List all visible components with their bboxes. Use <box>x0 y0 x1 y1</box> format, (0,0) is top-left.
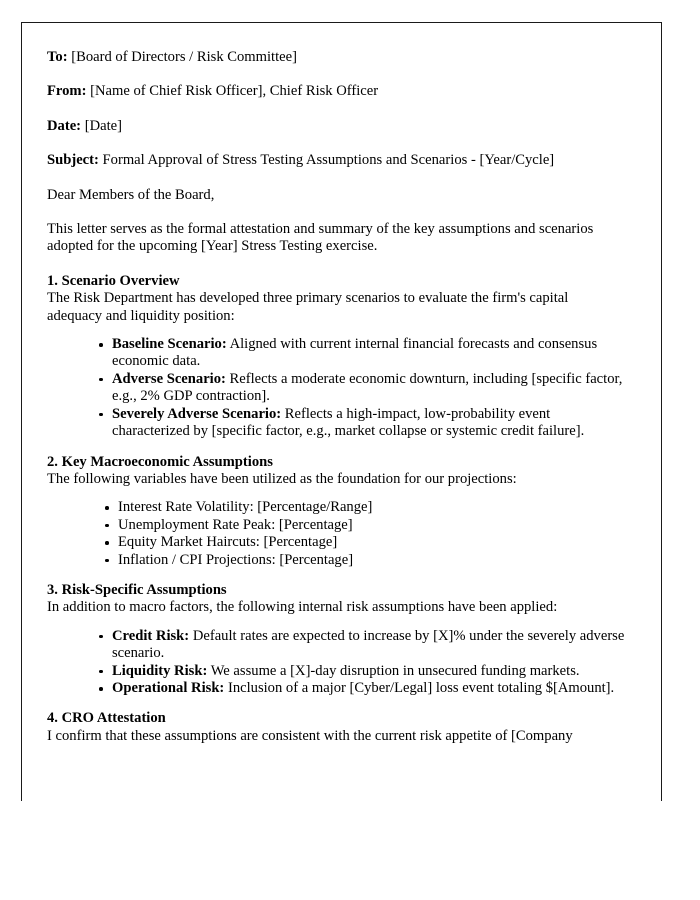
section-lead: The following variables have been utilized as the foundation for our projections: <box>47 470 517 487</box>
bullet-text: Inflation / CPI Projections: [Percentage] <box>118 551 354 568</box>
section-scenario-overview <box>47 273 625 441</box>
section-risk-specific-assumptions <box>47 582 625 697</box>
bullet-term: Severely Adverse Scenario: <box>112 405 282 422</box>
header-field-from-value: [Name of Chief Risk Officer], Chief Risk Officer <box>90 83 379 100</box>
bullet-text: Aligned with current internal financial forecasts and consensus economic data. <box>112 336 598 370</box>
list-item <box>99 663 625 680</box>
risk-bullet-list <box>47 628 625 698</box>
list-item <box>105 499 625 516</box>
bullet-text: Interest Rate Volatility: [Percentage/Range] <box>118 499 373 516</box>
bullet-text: Default rates are expected to increase by [X]% under the severely adverse scenario. <box>112 627 625 662</box>
document-body <box>22 23 661 745</box>
header-field-to <box>47 49 625 66</box>
section-lead: In addition to macro factors, the following internal risk assumptions have been applied: <box>47 599 558 616</box>
bullet-text: Unemployment Rate Peak: [Percentage] <box>118 516 353 533</box>
header-field-from-label: From: <box>47 83 87 100</box>
list-item <box>99 336 625 371</box>
bullet-text: Reflects a high-impact, low-probability event characterized by [specific factor, e.g., market collapse or systemic credit failure]. <box>112 405 585 440</box>
header-field-from <box>47 83 625 100</box>
header-field-subject-value: Formal Approval of Stress Testing Assumptions and Scenarios - [Year/Cycle] <box>102 152 555 169</box>
list-item <box>105 517 625 534</box>
document-page <box>21 22 662 801</box>
section-lead: The Risk Department has developed three primary scenarios to evaluate the firm's capital adequacy and liquidity position: <box>47 290 569 324</box>
scenario-bullet-list <box>47 336 625 440</box>
header-field-to-value: [Board of Directors / Risk Committee] <box>71 49 297 65</box>
list-item <box>99 628 625 663</box>
intro-paragraph: This letter serves as the formal attestation and summary of the key assumptions and scenarios adopted for the upcoming [Year] Stress Testing exercise. <box>47 221 594 255</box>
list-item <box>99 406 625 441</box>
bullet-text: Equity Market Haircuts: [Percentage] <box>118 534 338 551</box>
section-heading: 2. Key Macroeconomic Assumptions <box>47 453 273 470</box>
section-heading: 3. Risk-Specific Assumptions <box>47 581 227 598</box>
list-item <box>99 371 625 406</box>
macro-bullet-list <box>47 499 625 569</box>
letter-header <box>47 49 625 170</box>
bullet-text: We assume a [X]-day disruption in unsecured funding markets. <box>210 662 580 679</box>
section-heading: 4. CRO Attestation <box>47 710 166 727</box>
header-field-subject-label: Subject: <box>47 152 99 169</box>
header-field-date-value: [Date] <box>84 117 122 134</box>
bullet-text: Inclusion of a major [Cyber/Legal] loss event totaling $[Amount]. <box>227 679 615 696</box>
bullet-term: Baseline Scenario: <box>112 336 227 353</box>
header-field-to-label: To: <box>47 49 68 65</box>
section-cro-attestation <box>47 710 625 745</box>
list-item <box>105 552 625 569</box>
bullet-term: Liquidity Risk: <box>112 662 208 679</box>
list-item <box>105 534 625 551</box>
bullet-term: Adverse Scenario: <box>112 370 226 387</box>
bullet-term: Operational Risk: <box>112 679 225 696</box>
header-field-subject <box>47 152 625 169</box>
list-item <box>99 680 625 697</box>
bullet-text: Reflects a moderate economic downturn, including [specific factor, e.g., 2% GDP contraction]. <box>112 370 623 405</box>
section-lead: I confirm that these assumptions are consistent with the current risk appetite of [Company <box>47 727 573 744</box>
header-field-date <box>47 118 625 135</box>
section-heading: 1. Scenario Overview <box>47 272 180 289</box>
section-macroeconomic-assumptions <box>47 454 625 569</box>
bullet-term: Credit Risk: <box>112 627 190 644</box>
salutation: Dear Members of the Board, <box>47 186 215 203</box>
header-field-date-label: Date: <box>47 117 82 134</box>
